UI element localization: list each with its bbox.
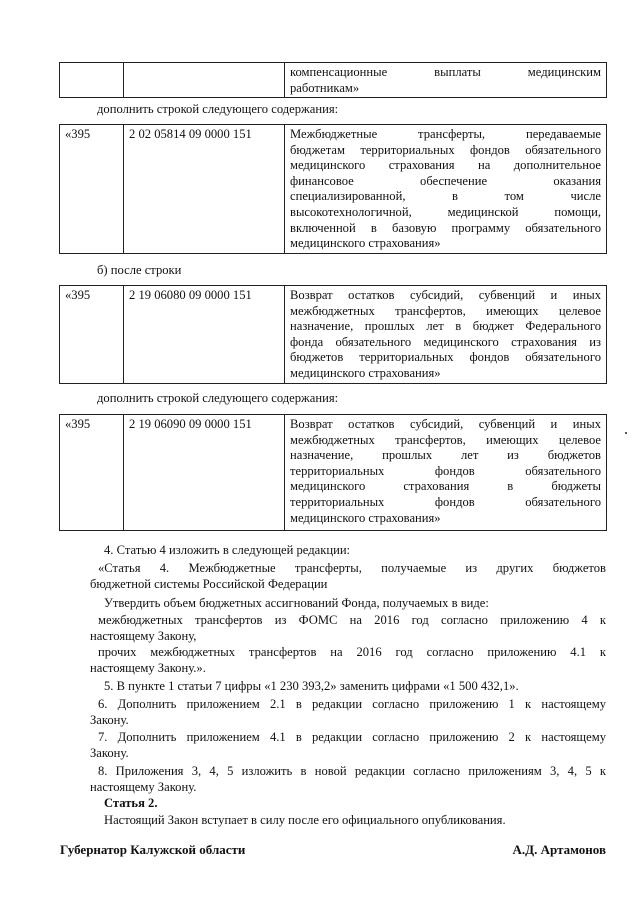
paragraph-4: 4. Статью 4 изложить в следующей редакции:	[104, 543, 351, 557]
paragraph-8: 8. Приложения 3, 4, 5 изложить в новой редакции согласно приложениям 3, 4, 5 к настоящему Закону.	[90, 764, 606, 794]
add-row-instruction-2: дополнить строкой следующего содержания:	[97, 391, 339, 405]
scan-speck	[625, 432, 627, 434]
kbk-cell: 2 19 06080 09 0000 151	[124, 286, 285, 384]
paragraph-5: 5. В пункте 1 статьи 7 цифры «1 230 393,2» заменить цифрами «1 500 432,1».	[104, 679, 519, 693]
table-row	[60, 125, 607, 254]
paragraph-7: 7. Дополнить приложением 4.1 в редакции согласно приложению 2 к настоящему Закону.	[90, 730, 606, 760]
kbk-cell	[124, 63, 285, 98]
add-row-instruction-1: дополнить строкой следующего содержания:	[97, 102, 339, 116]
article-2-body: Настоящий Закон вступает в силу после его официального опубликования.	[104, 813, 506, 827]
table-row	[60, 63, 607, 98]
table-continuation	[59, 62, 607, 98]
code-cell: «395	[60, 415, 124, 531]
mbt-paragraph: межбюджетных трансфертов из ФОМС на 2016 год согласно приложению 4 к настоящему Закону,	[90, 613, 606, 643]
paragraph-6: 6. Дополнить приложением 2.1 в редакции согласно приложению 1 к настоящему Закону.	[90, 697, 606, 727]
article-2-heading: Статья 2.	[104, 796, 158, 810]
article-4-title: «Статья 4. Межбюджетные трансферты, получаемые из других бюджетов бюджетной системы Российской Федерации	[90, 561, 606, 591]
kbk-cell: 2 02 05814 09 0000 151	[124, 125, 285, 254]
description-cell: Межбюджетные трансферты, передаваемые бюджетам территориальных фондов обязательного медицинского страхования на дополнительное финансовое обеспечение оказания специализированной, в том числе высокотехнологичной, медицинской помощи, включенной в базовую программу обязательного медицинского страхования»	[285, 125, 607, 254]
table-row-2-19-06080	[59, 285, 607, 384]
description-cell: компенсационные выплаты медицинским работникам»	[285, 63, 607, 98]
table-row	[60, 415, 607, 531]
kbk-cell: 2 19 06090 09 0000 151	[124, 415, 285, 531]
table-row-2-02-05814	[59, 124, 607, 254]
table-row	[60, 286, 607, 384]
signature-position: Губернатор Калужской области	[60, 842, 246, 857]
approve-line: Утвердить объем бюджетных ассигнований Фонда, получаемых в виде:	[104, 596, 489, 610]
after-row-instruction: б) после строки	[97, 263, 182, 277]
code-cell: «395	[60, 125, 124, 254]
description-cell: Возврат остатков субсидий, субвенций и иных межбюджетных трансфертов, имеющих целевое назначение, прошлых лет в бюджет Федерального фонда обязательного медицинского страхования из бюджетов территориальных фондов обязательного медицинского страхования»	[285, 286, 607, 384]
table-row-2-19-06090	[59, 414, 607, 531]
code-cell: «395	[60, 286, 124, 384]
other-mbt-paragraph: прочих межбюджетных трансфертов на 2016 год согласно приложению 4.1 к настоящему Закону.».	[90, 645, 606, 675]
signature-name: А.Д. Артамонов	[512, 842, 606, 857]
code-cell	[60, 63, 124, 98]
description-cell: Возврат остатков субсидий, субвенций и иных межбюджетных трансфертов, имеющих целевое назначение, прошлых лет из бюджетов территориальных фондов обязательного медицинского страхования в бюджеты территориальных фондов обязательного медицинского страхования»	[285, 415, 607, 531]
